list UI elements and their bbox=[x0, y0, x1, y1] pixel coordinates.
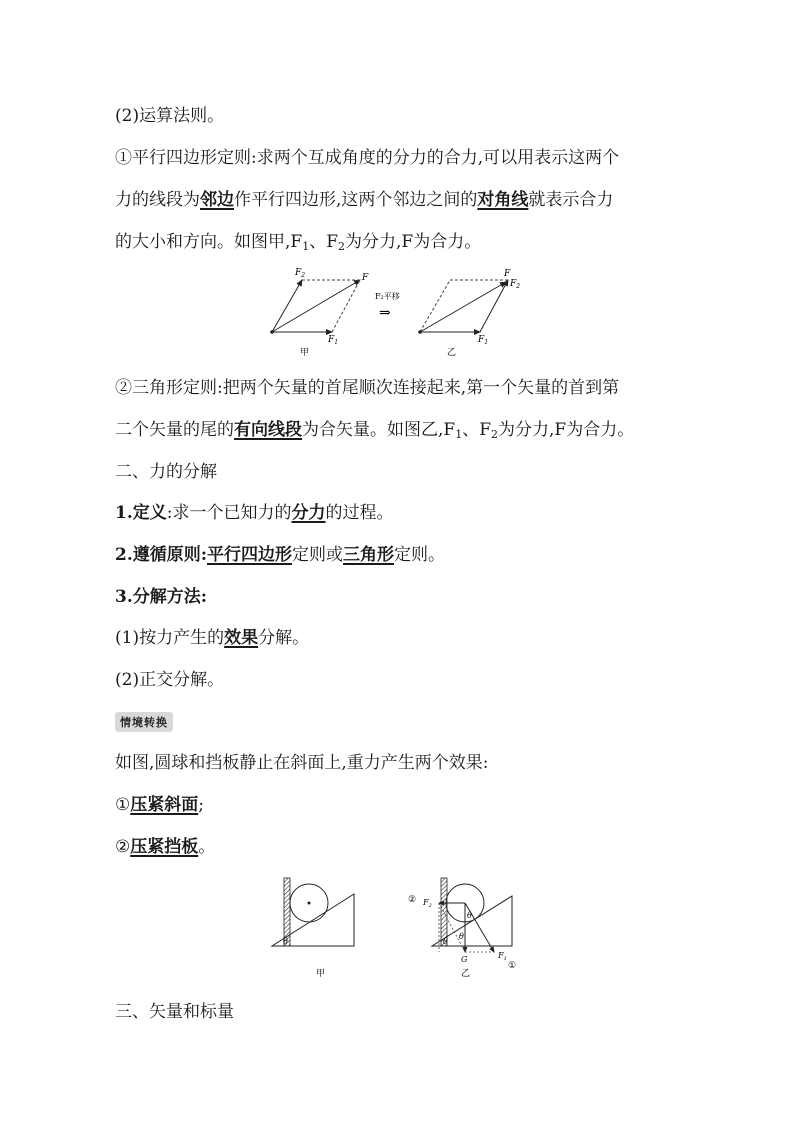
effect-1-line: ①压紧斜面; bbox=[115, 795, 204, 815]
vector-addition-figure bbox=[262, 262, 532, 362]
board bbox=[441, 878, 447, 946]
term-parallelogram: 平行四边形 bbox=[207, 545, 293, 565]
theta-label-mid: θ bbox=[459, 932, 464, 941]
principle-line: 2.遵循原则:平行四边形定则或三角形定则。 bbox=[115, 545, 446, 565]
section-title-decomposition: 二、力的分解 bbox=[115, 462, 217, 482]
parallelogram-rule-line-1: ①平行四边形定则:求两个互成角度的分力的合力,可以用表示这两个 bbox=[115, 148, 620, 168]
label-F1: $F_1$ bbox=[498, 951, 507, 962]
triangle-rule-line-1: ②三角形定则:把两个矢量的首尾顺次连接起来,第一个矢量的首到第 bbox=[115, 378, 620, 398]
scenario-tag: 情境转换 bbox=[115, 712, 173, 732]
label-F2: $F_2$ bbox=[423, 898, 432, 909]
effect-2-marker: ② bbox=[408, 895, 417, 905]
term-effect: 效果 bbox=[224, 628, 259, 648]
diagram-jia bbox=[272, 878, 354, 979]
term-triangle: 三角形 bbox=[343, 545, 395, 565]
triangle-rule-line-2: 二个矢量的尾的有向线段为合矢量。如图乙$,F_1$、$F_2$为分力,F为合力。 bbox=[115, 420, 635, 441]
ball-incline-figure bbox=[262, 870, 542, 982]
theta-label-top: θ bbox=[467, 911, 472, 920]
label-F2: $F_2$ bbox=[295, 268, 306, 279]
effect-2-line: ②压紧挡板。 bbox=[115, 837, 216, 857]
label-G: G bbox=[461, 955, 468, 964]
caption-left: 甲 bbox=[316, 969, 326, 979]
method-line: 3.分解方法: bbox=[115, 587, 208, 607]
term-diagonal: 对角线 bbox=[477, 190, 529, 210]
parallelogram-rule-line-2: 力的线段为邻边作平行四边形,这两个邻边之间的对角线就表示合力 bbox=[115, 190, 614, 210]
theta-label-base: θ bbox=[443, 937, 448, 946]
arrow-symbol: ⇒ bbox=[379, 305, 391, 321]
term-press-board: 压紧挡板 bbox=[130, 837, 199, 857]
scenario-intro: 如图,圆球和挡板静止在斜面上,重力产生两个效果: bbox=[115, 753, 489, 773]
term-component-force: 分力 bbox=[291, 503, 326, 523]
method-2-line: (2)正交分解。 bbox=[115, 670, 225, 690]
term-press-slope: 压紧斜面 bbox=[130, 795, 199, 815]
theta-label: θ bbox=[283, 937, 288, 946]
caption-left: 甲 bbox=[300, 348, 310, 358]
label-F: F bbox=[362, 273, 369, 283]
parallelogram-diagram bbox=[270, 268, 369, 358]
label-F1-right: $F_1$ bbox=[478, 335, 489, 346]
caption-right: 乙 bbox=[447, 348, 457, 358]
label-F-right: F bbox=[504, 269, 511, 279]
label-F2-right: $F_2$ bbox=[510, 279, 521, 290]
section-title-vector-scalar: 三、矢量和标量 bbox=[115, 1002, 234, 1022]
label-F1: $F_1$ bbox=[328, 335, 339, 346]
heading-operation-rules: (2)运算法则。 bbox=[115, 106, 225, 126]
method-1-line: (1)按力产生的效果分解。 bbox=[115, 628, 310, 648]
board bbox=[284, 878, 290, 946]
term-adjacent-sides: 邻边 bbox=[200, 190, 234, 210]
caption-right: 乙 bbox=[461, 969, 471, 979]
parallelogram-rule-line-3: 的大小和方向。如图甲$,F_1$、$F_2$为分力,F为合力。 bbox=[115, 232, 482, 253]
diagram-yi bbox=[408, 878, 516, 979]
translate-label: F₂平移 bbox=[375, 292, 400, 301]
definition-line: 1.定义:求一个已知力的分力的过程。 bbox=[115, 503, 394, 523]
effect-1-marker: ① bbox=[508, 961, 517, 971]
triangle-diagram bbox=[418, 269, 520, 358]
term-directed-segment: 有向线段 bbox=[234, 420, 302, 440]
